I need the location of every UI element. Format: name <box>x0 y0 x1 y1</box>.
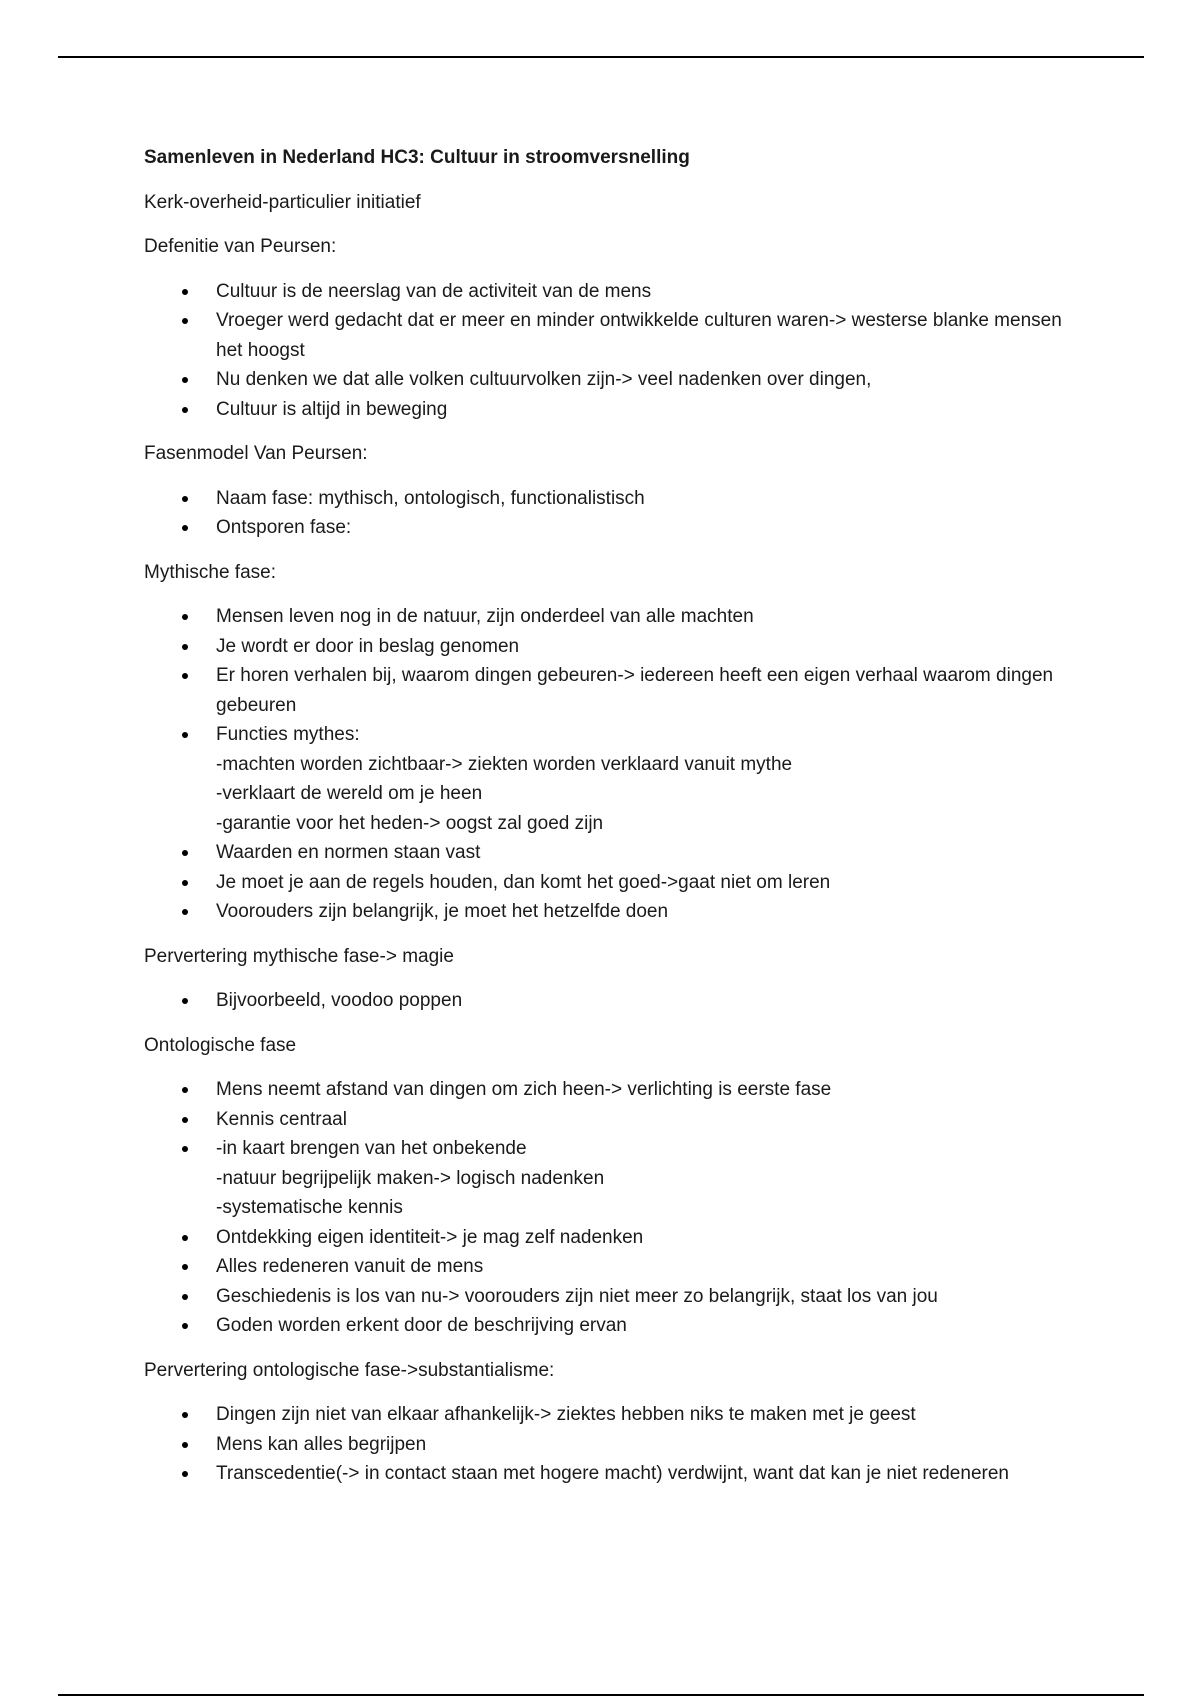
functies-label: Functies mythes: <box>216 724 360 745</box>
list-item: Mens neemt afstand van dingen om zich heen-> verlichting is eerste fase <box>144 1075 1084 1105</box>
list-item: Waarden en normen staan vast <box>144 838 1084 868</box>
list-ontologische-fase <box>144 1075 1084 1341</box>
list-item-kaart <box>144 1134 1084 1223</box>
list-item: Vroeger werd gedacht dat er meer en minder ontwikkelde culturen waren-> westerse blanke mensen het hoogst <box>144 306 1084 365</box>
heading-ontologische-fase: Ontologische fase <box>144 1034 297 1056</box>
document-content <box>144 143 1084 1504</box>
list-pervertering-ontologisch <box>144 1400 1084 1489</box>
list-item: Mens kan alles begrijpen <box>144 1430 1084 1460</box>
document-title: Samenleven in Nederland HC3: Cultuur in stroomversnelling <box>144 147 690 168</box>
paragraph-kerk: Kerk-overheid-particulier initiatief <box>144 191 421 213</box>
functies-subline: -verklaart de wereld om je heen <box>216 783 483 804</box>
kaart-subline: -systematische kennis <box>216 1197 403 1218</box>
heading-pervertering-ontologisch: Pervertering ontologische fase->substantialisme: <box>144 1359 555 1381</box>
bottom-rule <box>58 1694 1144 1696</box>
list-mythische-fase <box>144 602 1084 927</box>
list-item: Goden worden erkent door de beschrijving ervan <box>144 1311 1084 1341</box>
list-item-functies <box>144 720 1084 838</box>
list-item: Voorouders zijn belangrijk, je moet het hetzelfde doen <box>144 897 1084 927</box>
kaart-label: -in kaart brengen van het onbekende <box>216 1138 527 1159</box>
list-item: Er horen verhalen bij, waarom dingen gebeuren-> iedereen heeft een eigen verhaal waarom dingen gebeuren <box>144 661 1084 720</box>
heading-fasenmodel: Fasenmodel Van Peursen: <box>144 443 368 464</box>
heading-defenitie: Defenitie van Peursen: <box>144 236 337 257</box>
top-rule <box>58 56 1144 58</box>
list-item: Cultuur is altijd in beweging <box>144 395 1084 425</box>
list-item: Dingen zijn niet van elkaar afhankelijk-> ziektes hebben niks te maken met je geest <box>144 1400 1084 1430</box>
list-item: Naam fase: mythisch, ontologisch, functionalistisch <box>144 484 1084 514</box>
list-item: Je moet je aan de regels houden, dan komt het goed->gaat niet om leren <box>144 868 1084 898</box>
heading-mythische-fase: Mythische fase: <box>144 561 276 583</box>
list-item: Transcedentie(-> in contact staan met hogere macht) verdwijnt, want dat kan je niet redeneren <box>144 1459 1084 1489</box>
list-item: Bijvoorbeeld, voodoo poppen <box>144 986 1084 1016</box>
list-defenitie <box>144 277 1084 425</box>
list-pervertering-mythisch <box>144 986 1084 1016</box>
list-item: Je wordt er door in beslag genomen <box>144 632 1084 662</box>
list-item: Geschiedenis is los van nu-> voorouders zijn niet meer zo belangrijk, staat los van jou <box>144 1282 1084 1312</box>
list-item: Kennis centraal <box>144 1105 1084 1135</box>
heading-pervertering-mythisch: Pervertering mythische fase-> magie <box>144 945 454 967</box>
functies-subline: -machten worden zichtbaar-> ziekten worden verklaard vanuit mythe <box>216 753 793 775</box>
kaart-subline: -natuur begrijpelijk maken-> logisch nadenken <box>216 1167 605 1189</box>
list-item: Ontsporen fase: <box>144 513 1084 543</box>
list-item: Cultuur is de neerslag van de activiteit van de mens <box>144 277 1084 307</box>
list-item: Mensen leven nog in de natuur, zijn onderdeel van alle machten <box>144 602 1084 632</box>
list-item: Alles redeneren vanuit de mens <box>144 1252 1084 1282</box>
list-item: Ontdekking eigen identiteit-> je mag zelf nadenken <box>144 1223 1084 1253</box>
list-item: Nu denken we dat alle volken cultuurvolken zijn-> veel nadenken over dingen, <box>144 365 1084 395</box>
functies-subline: -garantie voor het heden-> oogst zal goed zijn <box>216 812 604 834</box>
list-fasenmodel <box>144 484 1084 543</box>
